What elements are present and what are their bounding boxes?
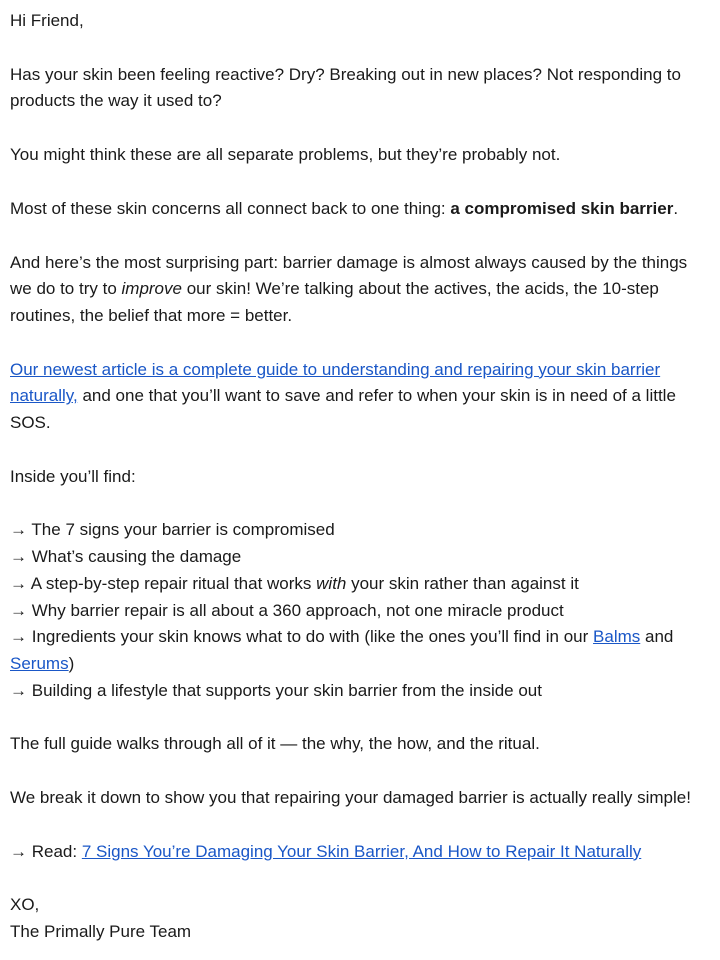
concern-paragraph — [10, 196, 711, 223]
arrow-icon: → — [10, 627, 27, 647]
read-article-link[interactable]: 7 Signs You’re Damaging Your Skin Barrier, And How to Repair It Naturally — [81, 841, 642, 861]
surprising-text-before: And here’s the most surprising part: barrier damage is almost always caused by the things we do to try to — [10, 252, 688, 299]
concern-end: . — [673, 198, 679, 218]
concern-text: Most of these skin concerns all connect back to one thing: — [10, 198, 451, 218]
balms-link[interactable]: Balms — [593, 627, 641, 647]
full-guide-paragraph: The full guide walks through all of it — the why, the how, and the ritual. — [10, 734, 540, 754]
findings-list — [10, 517, 711, 704]
arrow-icon: → — [10, 680, 27, 700]
serums-link[interactable]: Serums — [10, 653, 69, 673]
greeting: Hi Friend, — [10, 11, 84, 30]
arrow-icon: → — [10, 841, 27, 861]
article-text-after: and one that you’ll want to save and refer to when your skin is in need of a little SOS. — [10, 386, 676, 433]
sign-off — [10, 892, 711, 945]
breakdown-paragraph: We break it down to show you that repairing your damaged barrier is actually really simple! — [10, 788, 691, 808]
arrow-icon: → — [10, 547, 27, 567]
article-link[interactable]: Our newest article is a complete guide to understanding and repairing your skin barrier naturally, — [10, 359, 661, 406]
concern-emphasis: a compromised skin barrier — [450, 198, 674, 218]
surprising-paragraph — [10, 250, 711, 330]
arrow-icon: → — [10, 520, 27, 540]
sign-off-xo: XO, — [10, 895, 40, 915]
read-paragraph — [10, 839, 711, 866]
article-paragraph — [10, 357, 711, 437]
separate-problems-paragraph: You might think these are all separate problems, but they’re probably not. — [10, 145, 561, 165]
list-item: → Why barrier repair is all about a 360 approach, not one miracle product — [10, 600, 564, 620]
list-item: → The 7 signs your barrier is compromised — [10, 520, 335, 540]
surprising-emphasis: improve — [121, 279, 182, 299]
surprising-text-after: our skin! We’re talking about the actives, the acids, the 10-step routines, the belief that more = better. — [10, 279, 659, 325]
list-item: → Ingredients your skin knows what to do with (like the ones you’ll find in our Balms and Serums) — [10, 627, 674, 673]
intro-paragraph: Has your skin been feeling reactive? Dry? Breaking out in new places? Not responding to products the way it used to? — [10, 64, 681, 111]
list-item-emphasis: with — [316, 573, 347, 593]
list-item: → Building a lifestyle that supports your skin barrier from the inside out — [10, 680, 542, 700]
inside-heading: Inside you’ll find: — [10, 466, 136, 486]
list-item: → A step-by-step repair ritual that works with your skin rather than against it — [10, 573, 579, 593]
sign-off-team: The Primally Pure Team — [10, 922, 192, 942]
read-label: Read: — [31, 841, 82, 861]
arrow-icon: → — [10, 573, 27, 593]
arrow-icon: → — [10, 600, 27, 620]
list-item: → What’s causing the damage — [10, 547, 242, 567]
